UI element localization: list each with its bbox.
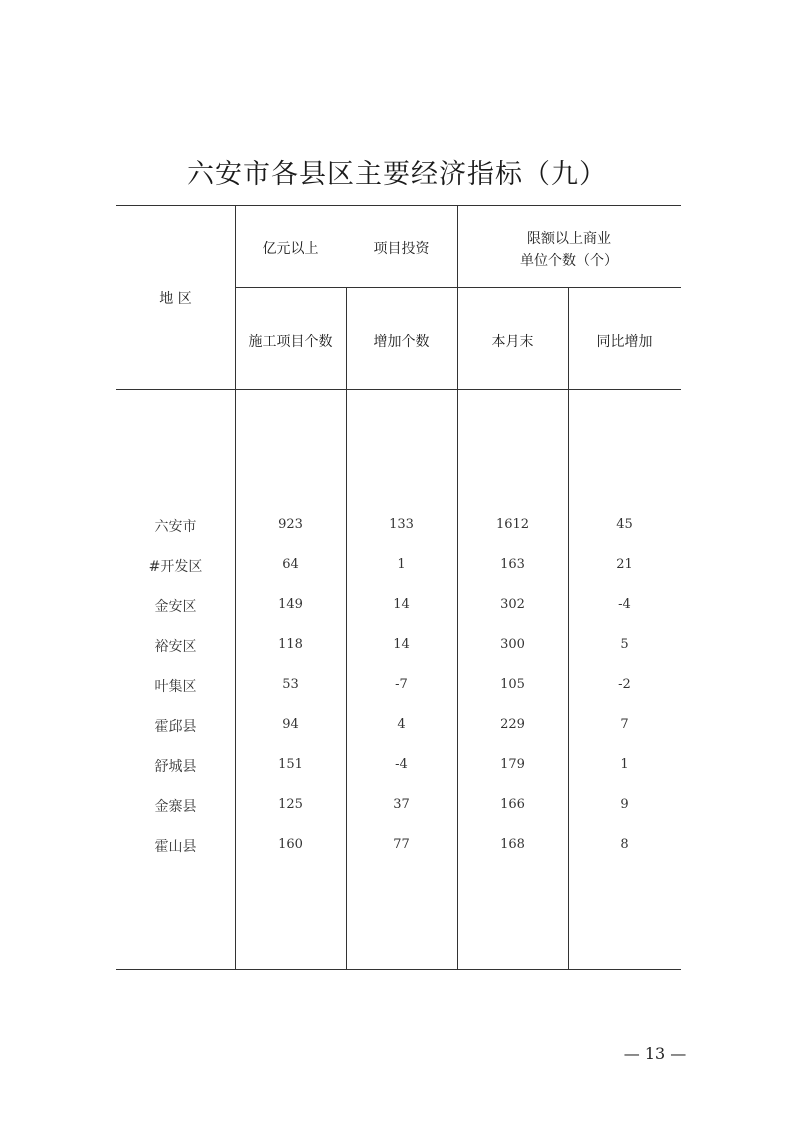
value-cell: 77 <box>393 837 410 852</box>
column-divider <box>235 205 236 970</box>
column-divider <box>568 287 569 970</box>
region-cell: 霍山县 <box>154 839 197 855</box>
retail-group-header-line2: 单位个数（个） <box>520 253 618 269</box>
value-cell: -4 <box>618 597 631 612</box>
value-cell: 1 <box>620 757 629 772</box>
region-cell: #开发区 <box>148 559 203 575</box>
page-title: 六安市各县区主要经济指标（九） <box>187 159 607 190</box>
region-cell: 裕安区 <box>154 639 197 655</box>
value-cell: 151 <box>278 757 303 772</box>
column-divider <box>346 287 347 970</box>
subheader-month-end: 本月末 <box>491 334 534 350</box>
value-cell: 53 <box>282 677 299 692</box>
value-cell: 9 <box>620 797 629 812</box>
value-cell: 64 <box>282 557 299 572</box>
value-cell: 94 <box>282 717 299 732</box>
header-bottom-rule <box>116 389 681 390</box>
value-cell: 168 <box>500 837 525 852</box>
value-cell: 179 <box>500 757 525 772</box>
subheader-construction-projects: 施工项目个数 <box>248 334 333 350</box>
value-cell: 105 <box>500 677 525 692</box>
value-cell: 160 <box>278 837 303 852</box>
table-bottom-rule <box>116 969 681 970</box>
value-cell: 125 <box>278 797 303 812</box>
value-cell: 21 <box>616 557 633 572</box>
value-cell: 7 <box>620 717 629 732</box>
subheader-yoy-increase: 同比增加 <box>596 334 653 350</box>
value-cell: 45 <box>616 517 633 532</box>
value-cell: 8 <box>620 837 629 852</box>
value-cell: 1612 <box>495 517 530 532</box>
value-cell: 14 <box>393 597 410 612</box>
region-cell: 金寨县 <box>154 799 197 815</box>
value-cell: 14 <box>393 637 410 652</box>
value-cell: 37 <box>393 797 410 812</box>
region-cell: 六安市 <box>154 519 197 535</box>
value-cell: 229 <box>500 717 525 732</box>
value-cell: 149 <box>278 597 303 612</box>
value-cell: 1 <box>397 557 406 572</box>
region-cell: 霍邱县 <box>154 719 197 735</box>
region-cell: 舒城县 <box>154 759 197 775</box>
table-top-rule <box>116 205 681 206</box>
value-cell: 118 <box>278 637 303 652</box>
header-group-rule <box>235 287 681 288</box>
value-cell: 5 <box>620 637 629 652</box>
region-header: 地 区 <box>159 291 192 307</box>
column-divider <box>457 205 458 970</box>
subheader-increase-count: 增加个数 <box>373 334 430 350</box>
region-cell: 叶集区 <box>154 679 197 695</box>
value-cell: 300 <box>500 637 525 652</box>
value-cell: -7 <box>395 677 408 692</box>
investment-group-header-part1: 亿元以上 <box>262 241 319 257</box>
value-cell: 166 <box>500 797 525 812</box>
value-cell: 133 <box>389 517 414 532</box>
value-cell: -2 <box>618 677 631 692</box>
region-cell: 金安区 <box>154 599 197 615</box>
investment-group-header-part2: 项目投资 <box>373 241 430 257</box>
value-cell: 163 <box>500 557 525 572</box>
page-number: — 13 — <box>623 1044 687 1063</box>
retail-group-header-line1: 限额以上商业 <box>527 231 611 247</box>
value-cell: 4 <box>397 717 406 732</box>
value-cell: 923 <box>278 517 303 532</box>
value-cell: -4 <box>395 757 408 772</box>
value-cell: 302 <box>500 597 525 612</box>
